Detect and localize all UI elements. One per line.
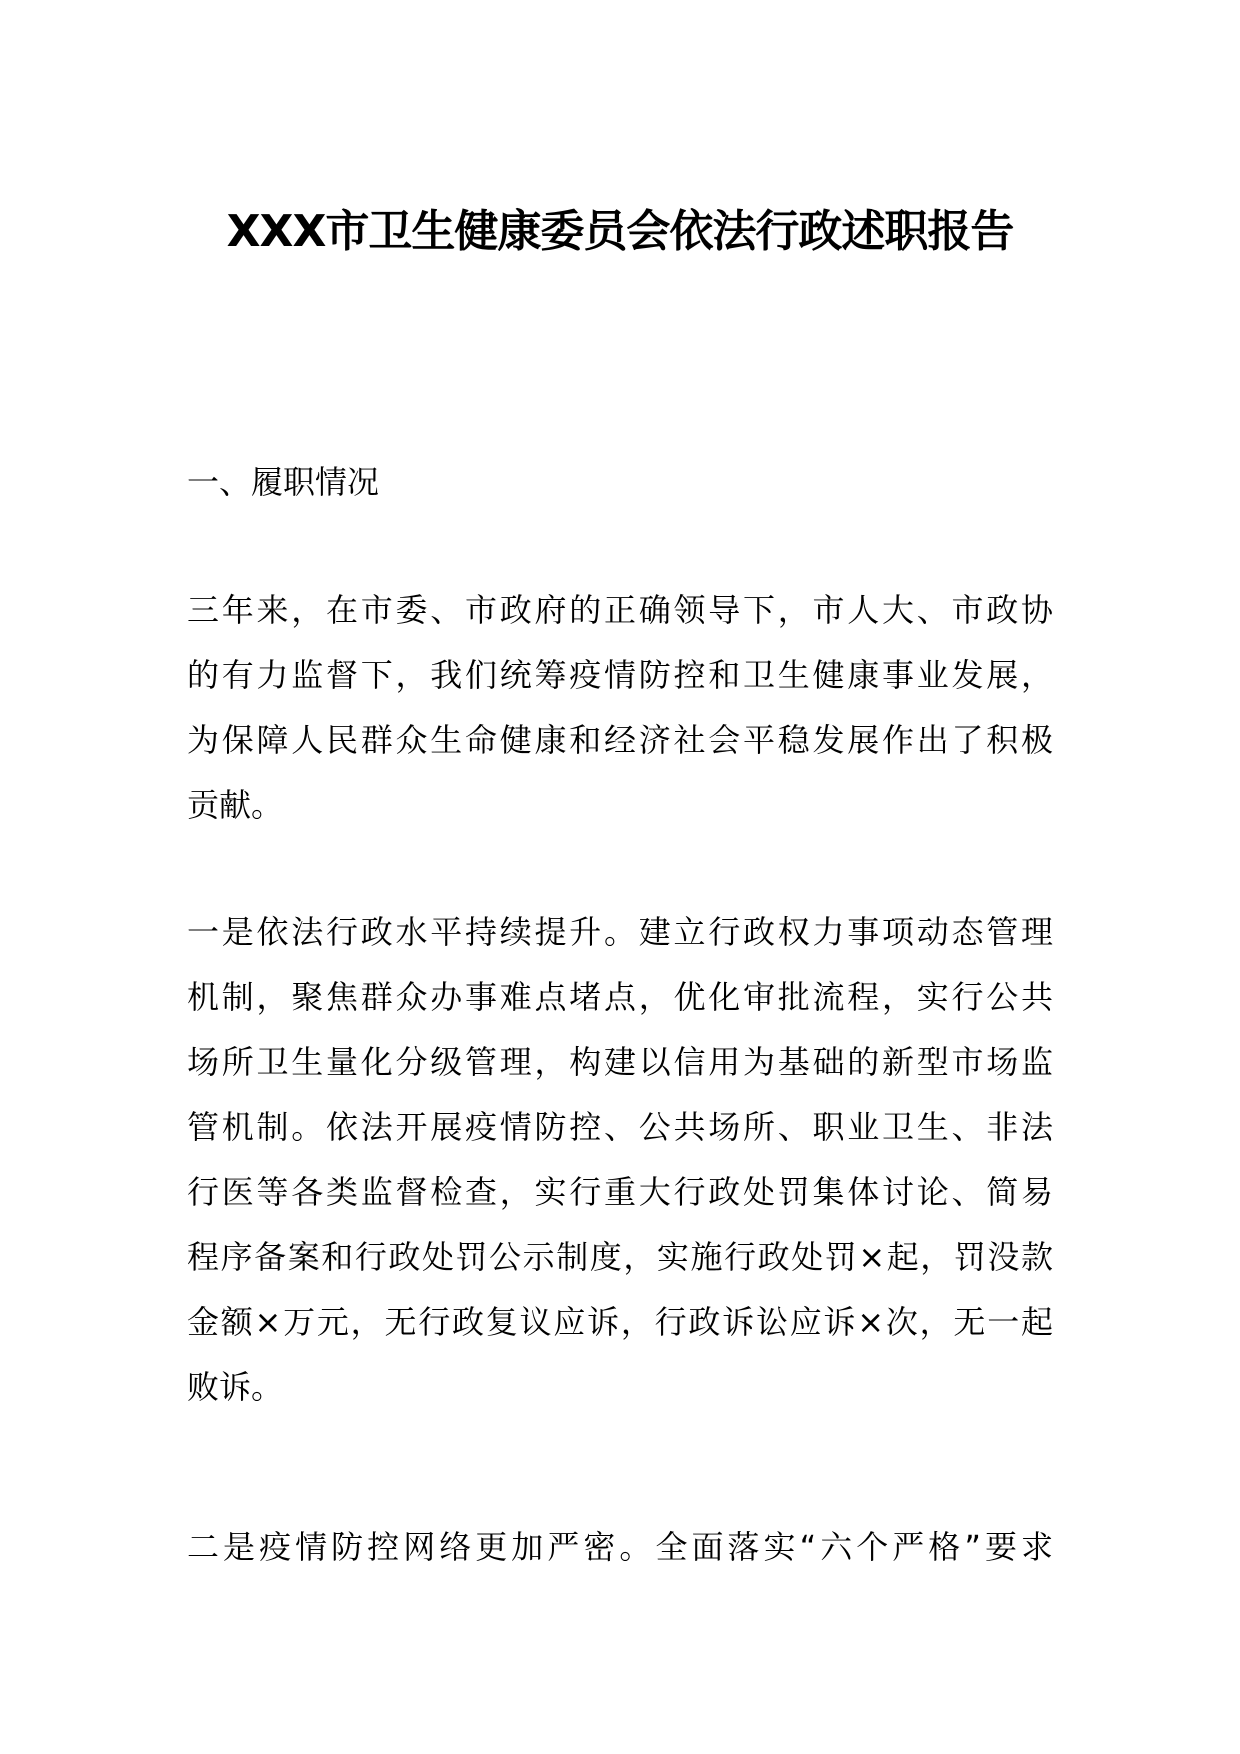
paragraph-line: 一是依法行政水平持续提升。建立行政权力事项动态管理 [187,913,1053,951]
paragraph-line: 机制，聚焦群众办事难点堵点，优化审批流程，实行公共 [187,978,1053,1016]
paragraph-line: 败诉。 [187,1368,284,1406]
paragraph-line: 贡献。 [187,786,284,824]
paragraph-epidemic-control [187,1515,1053,1580]
page-title: XXX市卫生健康委员会依法行政述职报告 [226,206,1014,257]
paragraph-line: 管机制。依法开展疫情防控、公共场所、职业卫生、非法 [187,1108,1053,1146]
paragraph-line: 程序备案和行政处罚公示制度，实施行政处罚×起，罚没款 [187,1238,1053,1276]
section-heading: 一、履职情况 [187,463,380,501]
paragraph-line: 行医等各类监督检查，实行重大行政处罚集体讨论、简易 [187,1173,1053,1211]
paragraph-law-administration [187,900,1053,1420]
paragraph-line: 的有力监督下，我们统筹疫情防控和卫生健康事业发展， [187,656,1053,694]
paragraph-line: 场所卫生量化分级管理，构建以信用为基础的新型市场监 [187,1043,1053,1081]
paragraph-line: 为保障人民群众生命健康和经济社会平稳发展作出了积极 [187,721,1053,759]
paragraph-line: 二是疫情防控网络更加严密。全面落实“六个严格”要求 [187,1528,1053,1566]
paragraph-overview [187,578,1053,838]
paragraph-line: 三年来，在市委、市政府的正确领导下，市人大、市政协 [187,591,1053,629]
paragraph-line: 金额×万元，无行政复议应诉，行政诉讼应诉×次，无一起 [187,1303,1053,1341]
